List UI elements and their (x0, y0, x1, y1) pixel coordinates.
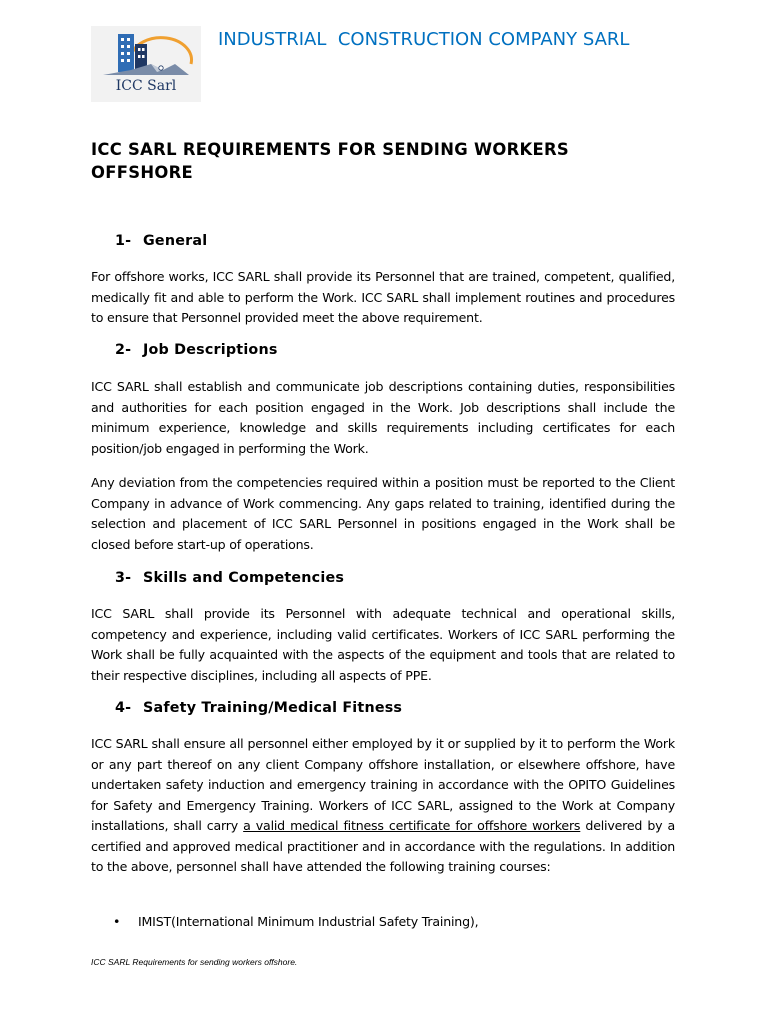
paragraph-deviation: Any deviation from the competencies required within a position must be reported to the Client Company in advance of Work commencing. Any gaps related to training, identified during the selection and placement of ICC SARL Personnel in positions engaged in the Work shall be closed before start-up of operations. (91, 475, 675, 552)
section-number: 2- (115, 342, 132, 358)
section-number: 1- (115, 233, 132, 249)
section-number: 3- (115, 570, 132, 586)
section-title: General (143, 233, 208, 249)
section-heading-job-descriptions (115, 342, 278, 358)
section-number: 4- (115, 700, 132, 716)
paragraph-text: ICC SARL shall ensure all personnel either employed by it or supplied by it to perform the Work or any part thereof on any client Company offshore installation, or elsewhere offshore, have undertaken safety induction and emergency training in accordance with the OPITO Guidelines for Safety and Emergency Training. Workers of ICC SARL, assigned to the Work at Company installations, shall carry (91, 736, 675, 833)
paragraph-job-descriptions: ICC SARL shall establish and communicate job descriptions containing duties, responsibilities and authorities for each position engaged in the Work. Job descriptions shall include the minimum experience, knowledge and skills requirements including certificates for each position/job engaged in performing the Work. (91, 379, 675, 456)
paragraph-general: For offshore works, ICC SARL shall provide its Personnel that are trained, competent, qualified, medically fit and able to perform the Work. ICC SARL shall implement routines and procedures to ensure that Personnel provided meet the above requirement. (91, 269, 675, 325)
section-title: Safety Training/Medical Fitness (143, 700, 403, 716)
company-logo (91, 26, 201, 102)
section-heading-general (115, 233, 207, 249)
building-logo-icon (91, 26, 201, 82)
section-heading-safety (115, 700, 402, 716)
bullet-icon: • (113, 914, 121, 929)
list-item-text: IMIST(International Minimum Industrial Safety Training), (138, 914, 479, 929)
company-name: INDUSTRIAL CONSTRUCTION COMPANY SARL (218, 29, 630, 50)
page-footer: ICC SARL Requirements for sending workers offshore. (91, 957, 298, 967)
list-item (113, 912, 478, 932)
document-title: ICC SARL REQUIREMENTS FOR SENDING WORKERS OFFSHORE (91, 140, 570, 182)
section-title: Skills and Competencies (143, 570, 345, 586)
paragraph-safety (91, 734, 675, 878)
medical-certificate-text: a valid medical fitness certificate for offshore workers (243, 818, 581, 833)
section-heading-skills (115, 570, 344, 586)
paragraph-text: delivered by a certified and approved medical practitioner and in accordance with the regulations. In addition to the above, personnel shall have attended the following training courses: (91, 818, 676, 874)
paragraph-skills: ICC SARL shall provide its Personnel with adequate technical and operational skills, competency and experience, including valid certificates. Workers of ICC SARL performing the Work shall be fully acquainted with the aspects of the equipment and tools that are related to their respective disciplines, including all aspects of PPE. (91, 606, 675, 683)
logo-text: ICC Sarl (115, 78, 177, 94)
section-title: Job Descriptions (143, 342, 278, 358)
